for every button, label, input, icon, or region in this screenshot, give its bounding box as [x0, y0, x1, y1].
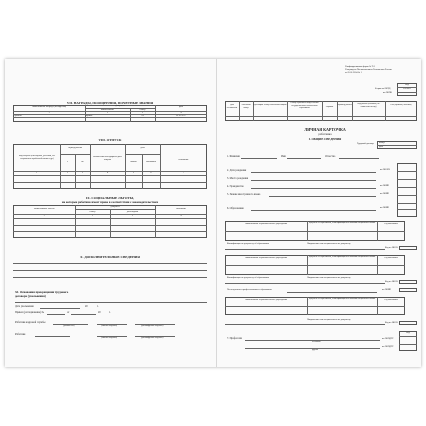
vacation-col-basis: Основание: [178, 159, 189, 161]
termination-title: XI. Основания прекращения трудового: [15, 290, 69, 294]
contract-number: номер: [379, 141, 385, 144]
okin-label: по ОКИН: [380, 185, 390, 187]
hr-sign-caption: (личная подпись): [101, 325, 118, 327]
okso-code-3: Код по ОКСО: [385, 322, 398, 324]
benefits-index: 2: [91, 214, 94, 217]
hr-decode-caption: (расшифровка подписи): [141, 325, 164, 327]
field-birth: 2. Дата рождения: [227, 169, 247, 172]
employee-label: Работник: [15, 333, 26, 336]
left-page: [5, 59, 215, 367]
header-col: Дата составления: [226, 104, 238, 109]
termination-title-2: договора (увольнения): [15, 294, 46, 298]
termination-year: 20: [85, 305, 88, 308]
field-name: Имя: [281, 155, 286, 158]
okso-code-1: Код по ОКСО: [385, 247, 398, 249]
benefits-col-date: дата выдачи: [126, 210, 139, 213]
vacation-col-days: Количество календарных дней отпуска: [93, 156, 122, 161]
benefits-col-doc: Документ: [110, 205, 120, 208]
field-place: 3. Место рождения: [227, 177, 249, 180]
edu-inst-col-2: Наименование образовательного учреждения: [244, 257, 288, 259]
okpo-label: по ОКПО: [383, 92, 393, 94]
termination-order-label: Приказ (распоряжение) №: [15, 311, 45, 314]
header-col: Номер страхового свидетельства государственного пенсионного страхования: [290, 102, 319, 110]
awards-row-num: 14: [141, 114, 144, 117]
awards-col-num: номер: [139, 108, 146, 111]
vacation-index: 6: [150, 171, 152, 174]
dir-label-1: Направление или специальность по документу: [307, 243, 351, 245]
edu-doc-col-2: Документ об образовании, о квалификации или наличии специальных знаний: [308, 256, 376, 258]
employee-decode-caption: (расшифровка подписи): [141, 337, 164, 339]
qual-label-1: Квалификация по документу об образовании: [227, 243, 269, 245]
vacation-col-type: Вид отпуска (ежегодный, учебный, без сохранения заработной платы и др.): [18, 155, 56, 160]
vacation-col-from: с: [67, 161, 68, 163]
contract-date: дата: [379, 145, 383, 148]
vacation-col-date: Дата: [140, 147, 145, 149]
hr-pos-caption: (должность): [63, 325, 75, 327]
benefits-index: 3: [131, 214, 134, 217]
vacation-index: 4: [106, 171, 109, 174]
header-col: Пол (мужской, женский): [390, 104, 412, 106]
benefits-index: 1: [43, 214, 45, 217]
termination-year-g-2: г.: [109, 311, 111, 314]
benefits-index: 4: [180, 214, 182, 217]
profession-basic: основная: [312, 341, 321, 343]
vacation-col-period: Период работы: [67, 147, 83, 149]
edu-inst-col-3: Наименование образовательного учреждения: [244, 299, 288, 301]
vacation-index: 2: [66, 171, 69, 174]
form-note-1: Унифицированная форма № Т-2: [345, 66, 375, 68]
field-patronymic: Отчество: [325, 155, 336, 158]
awards-title: VII. НАГРАДЫ, ПООЩРЕНИЯ, ПОЧЕТНЫЕ ЗВАНИЯ: [66, 101, 154, 105]
header-col: Идентифик. номер налогоплательщика: [253, 104, 287, 106]
awards-row-doc: приказ: [86, 114, 93, 117]
vacation-index: 5: [132, 171, 135, 174]
document-sheet: [5, 59, 421, 367]
awards-index: 3: [141, 111, 144, 114]
right-page: [217, 59, 421, 367]
dir-label-2: Направление или специальность по документу: [307, 277, 351, 279]
header-col: Характер работы: [337, 104, 352, 106]
benefits-col-num: номер: [89, 210, 96, 213]
okud-value: 0301002: [403, 87, 411, 90]
field-profession: 7. Профессия: [227, 337, 242, 340]
profession-other: другая: [312, 349, 319, 351]
awards-col-doc: Документ: [115, 105, 125, 107]
awards-index: 4: [180, 111, 182, 114]
extra-title: X. ДОПОЛНИТЕЛЬНЫЕ СВЕДЕНИЯ: [80, 255, 140, 259]
edu-year-col: Год окончания: [384, 223, 398, 225]
field-citizen: 4. Гражданство: [227, 185, 244, 188]
field-lang: 5. Знание иностранного языка: [227, 193, 261, 196]
termination-from: от: [67, 311, 70, 314]
vacation-index: 7: [182, 171, 185, 174]
header-col: Табельный номер: [241, 104, 251, 109]
edu-doc-col-3: Документ об образовании, о квалификации или наличии специальных знаний: [308, 298, 376, 300]
benefits-title: IX. СОЦИАЛЬНЫЕ ЛЬГОТЫ,: [85, 196, 135, 200]
awards-row-date: 01.01.2017: [176, 114, 186, 117]
form-note-3: от 05.01.2004 № 1: [345, 72, 362, 74]
dir-label-3: Направление или специальность по документу: [307, 319, 351, 321]
awards-index: 1: [48, 111, 50, 114]
vacation-title: VIII. ОТПУСК: [98, 138, 122, 142]
card-title: ЛИЧНАЯ КАРТОЧКА: [304, 127, 346, 132]
edu-year-col-3: Год окончания: [384, 299, 398, 301]
field-surname: 1. Фамилия: [227, 155, 240, 158]
okpdtr-label-2: по ОКПДТР: [382, 346, 394, 348]
okin-label-2: по ОКИН: [380, 193, 390, 195]
benefits-col-basis: Основание: [175, 208, 187, 210]
profession-code-label: Код: [406, 331, 410, 334]
form-note-2: Утверждена Постановлением Госкомстата России: [345, 69, 392, 71]
awards-row-name: Грамота: [14, 114, 22, 117]
vacation-col-start: начала: [130, 161, 137, 163]
qual-label-2: Квалификация по документу об образовании: [227, 277, 269, 279]
okud-label: Форма по ОКУД: [375, 88, 391, 90]
termination-year-2: 20: [98, 311, 101, 314]
hr-label: Работник кадровой службы: [15, 321, 46, 324]
header-col: Вид работы (основная, по совместительству): [357, 103, 380, 108]
vacation-col-end: окончания: [146, 161, 156, 163]
okato-label: по ОКАТО: [380, 169, 391, 171]
vacation-index: 1: [35, 171, 38, 174]
field-edu: 6. Образование: [227, 207, 244, 210]
edu-year-col-2: Год окончания: [384, 257, 398, 259]
awards-index: 2: [106, 111, 109, 114]
awards-col-docname: наименование: [100, 108, 115, 111]
vacation-col-to: по: [81, 161, 84, 163]
edu-doc-col: Документ об образовании, о квалификации или наличии специальных знаний: [308, 222, 376, 224]
vacation-index: 3: [81, 171, 84, 174]
termination-year-g: г.: [97, 305, 99, 308]
employee-sign-caption: (личная подпись): [101, 337, 118, 339]
card-subtitle: работника: [318, 132, 332, 136]
okpdtr-label: по ОКПДТР: [382, 338, 394, 340]
okso-code-2: Код по ОКСО: [385, 281, 398, 283]
benefits-subtitle: на которые работник имеет право в соответствии с законодательством: [61, 200, 159, 204]
edu-inst-col: Наименование образовательного учреждения: [244, 223, 288, 225]
termination-date-label: Дата увольнения: [15, 305, 34, 308]
okin-label-3: по ОКИН: [380, 207, 390, 209]
section-1-title: I. ОБЩИЕ СВЕДЕНИЯ: [308, 137, 342, 141]
header-col: Алфавит: [325, 106, 334, 108]
contract-label: Трудовой договор: [357, 143, 374, 145]
benefits-col-name: Наименование льготы: [33, 208, 55, 210]
code-label: Код: [405, 83, 409, 86]
awards-col-name: Наименование награды (поощрения): [31, 106, 67, 108]
postgrad-okin: по ОКИН: [382, 289, 392, 291]
awards-col-date: дата: [179, 106, 183, 108]
postgrad-label: Послевузовское профессиональное образование: [227, 289, 272, 291]
